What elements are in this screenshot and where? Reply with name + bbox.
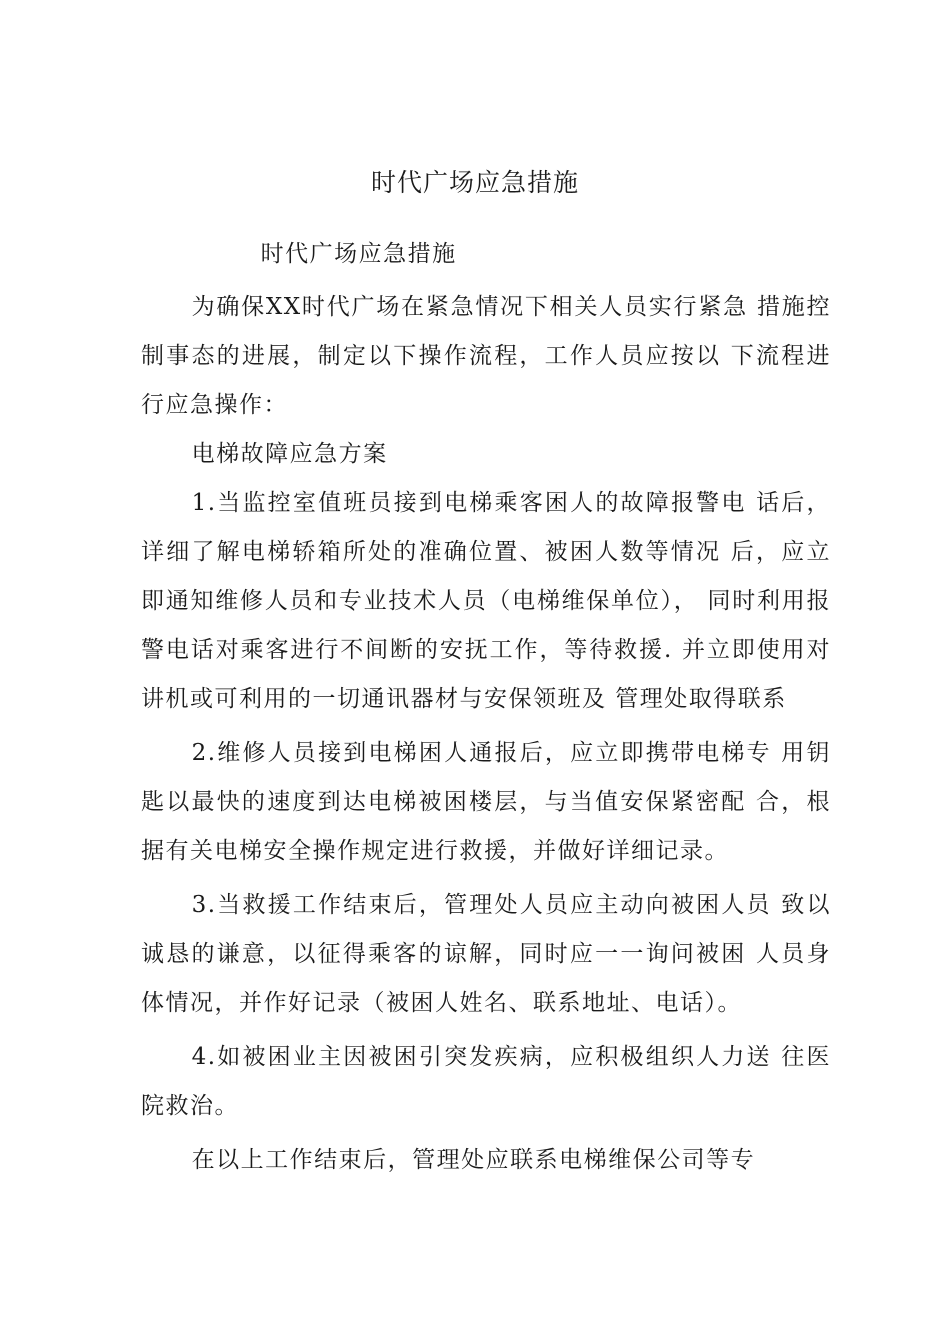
- closing-paragraph: 在以上工作结束后，管理处应联系电梯维保公司等专: [191, 1147, 756, 1173]
- section-heading: 电梯故障应急方案: [191, 441, 388, 467]
- document-subtitle: 时代广场应急措施: [260, 241, 457, 267]
- list-item: 4.如被困业主因被困引突发疾病，应积极组织人力送 往医院救治。: [141, 1044, 831, 1119]
- document-body: [141, 230, 831, 1185]
- list-item: 3.当救援工作结束后，管理处人员应主动向被困人员 致以诚恳的谦意，以征得乘客的谅解，同时应一一询问被困 人员身体情况，并作好记录（被困人姓名、联系地址、电话）。: [141, 892, 831, 1016]
- list-item: 2.维修人员接到电梯困人通报后，应立即携带电梯专 用钥匙以最快的速度到达电梯被困楼层，与当值安保紧密配 合，根据有关电梯安全操作规定进行救援，并做好详细记录。: [141, 740, 831, 864]
- intro-paragraph: 为确保XX时代广场在紧急情况下相关人员实行紧急 措施控制事态的进展，制定以下操作流程，工作人员应按以 下流程进行应急操作：: [141, 294, 831, 418]
- list-item: 1.当监控室值班员接到电梯乘客困人的故障报警电 话后，详细了解电梯轿箱所处的准确位置、被困人数等情况 后，应立即通知维修人员和专业技术人员（电梯维保单位）， 同时利用报警电话对乘客进行不间断的安抚工作，等待救援. 并立即使用对讲机或可利用的一切通讯器材与安保领班及 管理处取得联系: [141, 490, 831, 712]
- document-title: 时代广场应急措施: [370, 168, 579, 197]
